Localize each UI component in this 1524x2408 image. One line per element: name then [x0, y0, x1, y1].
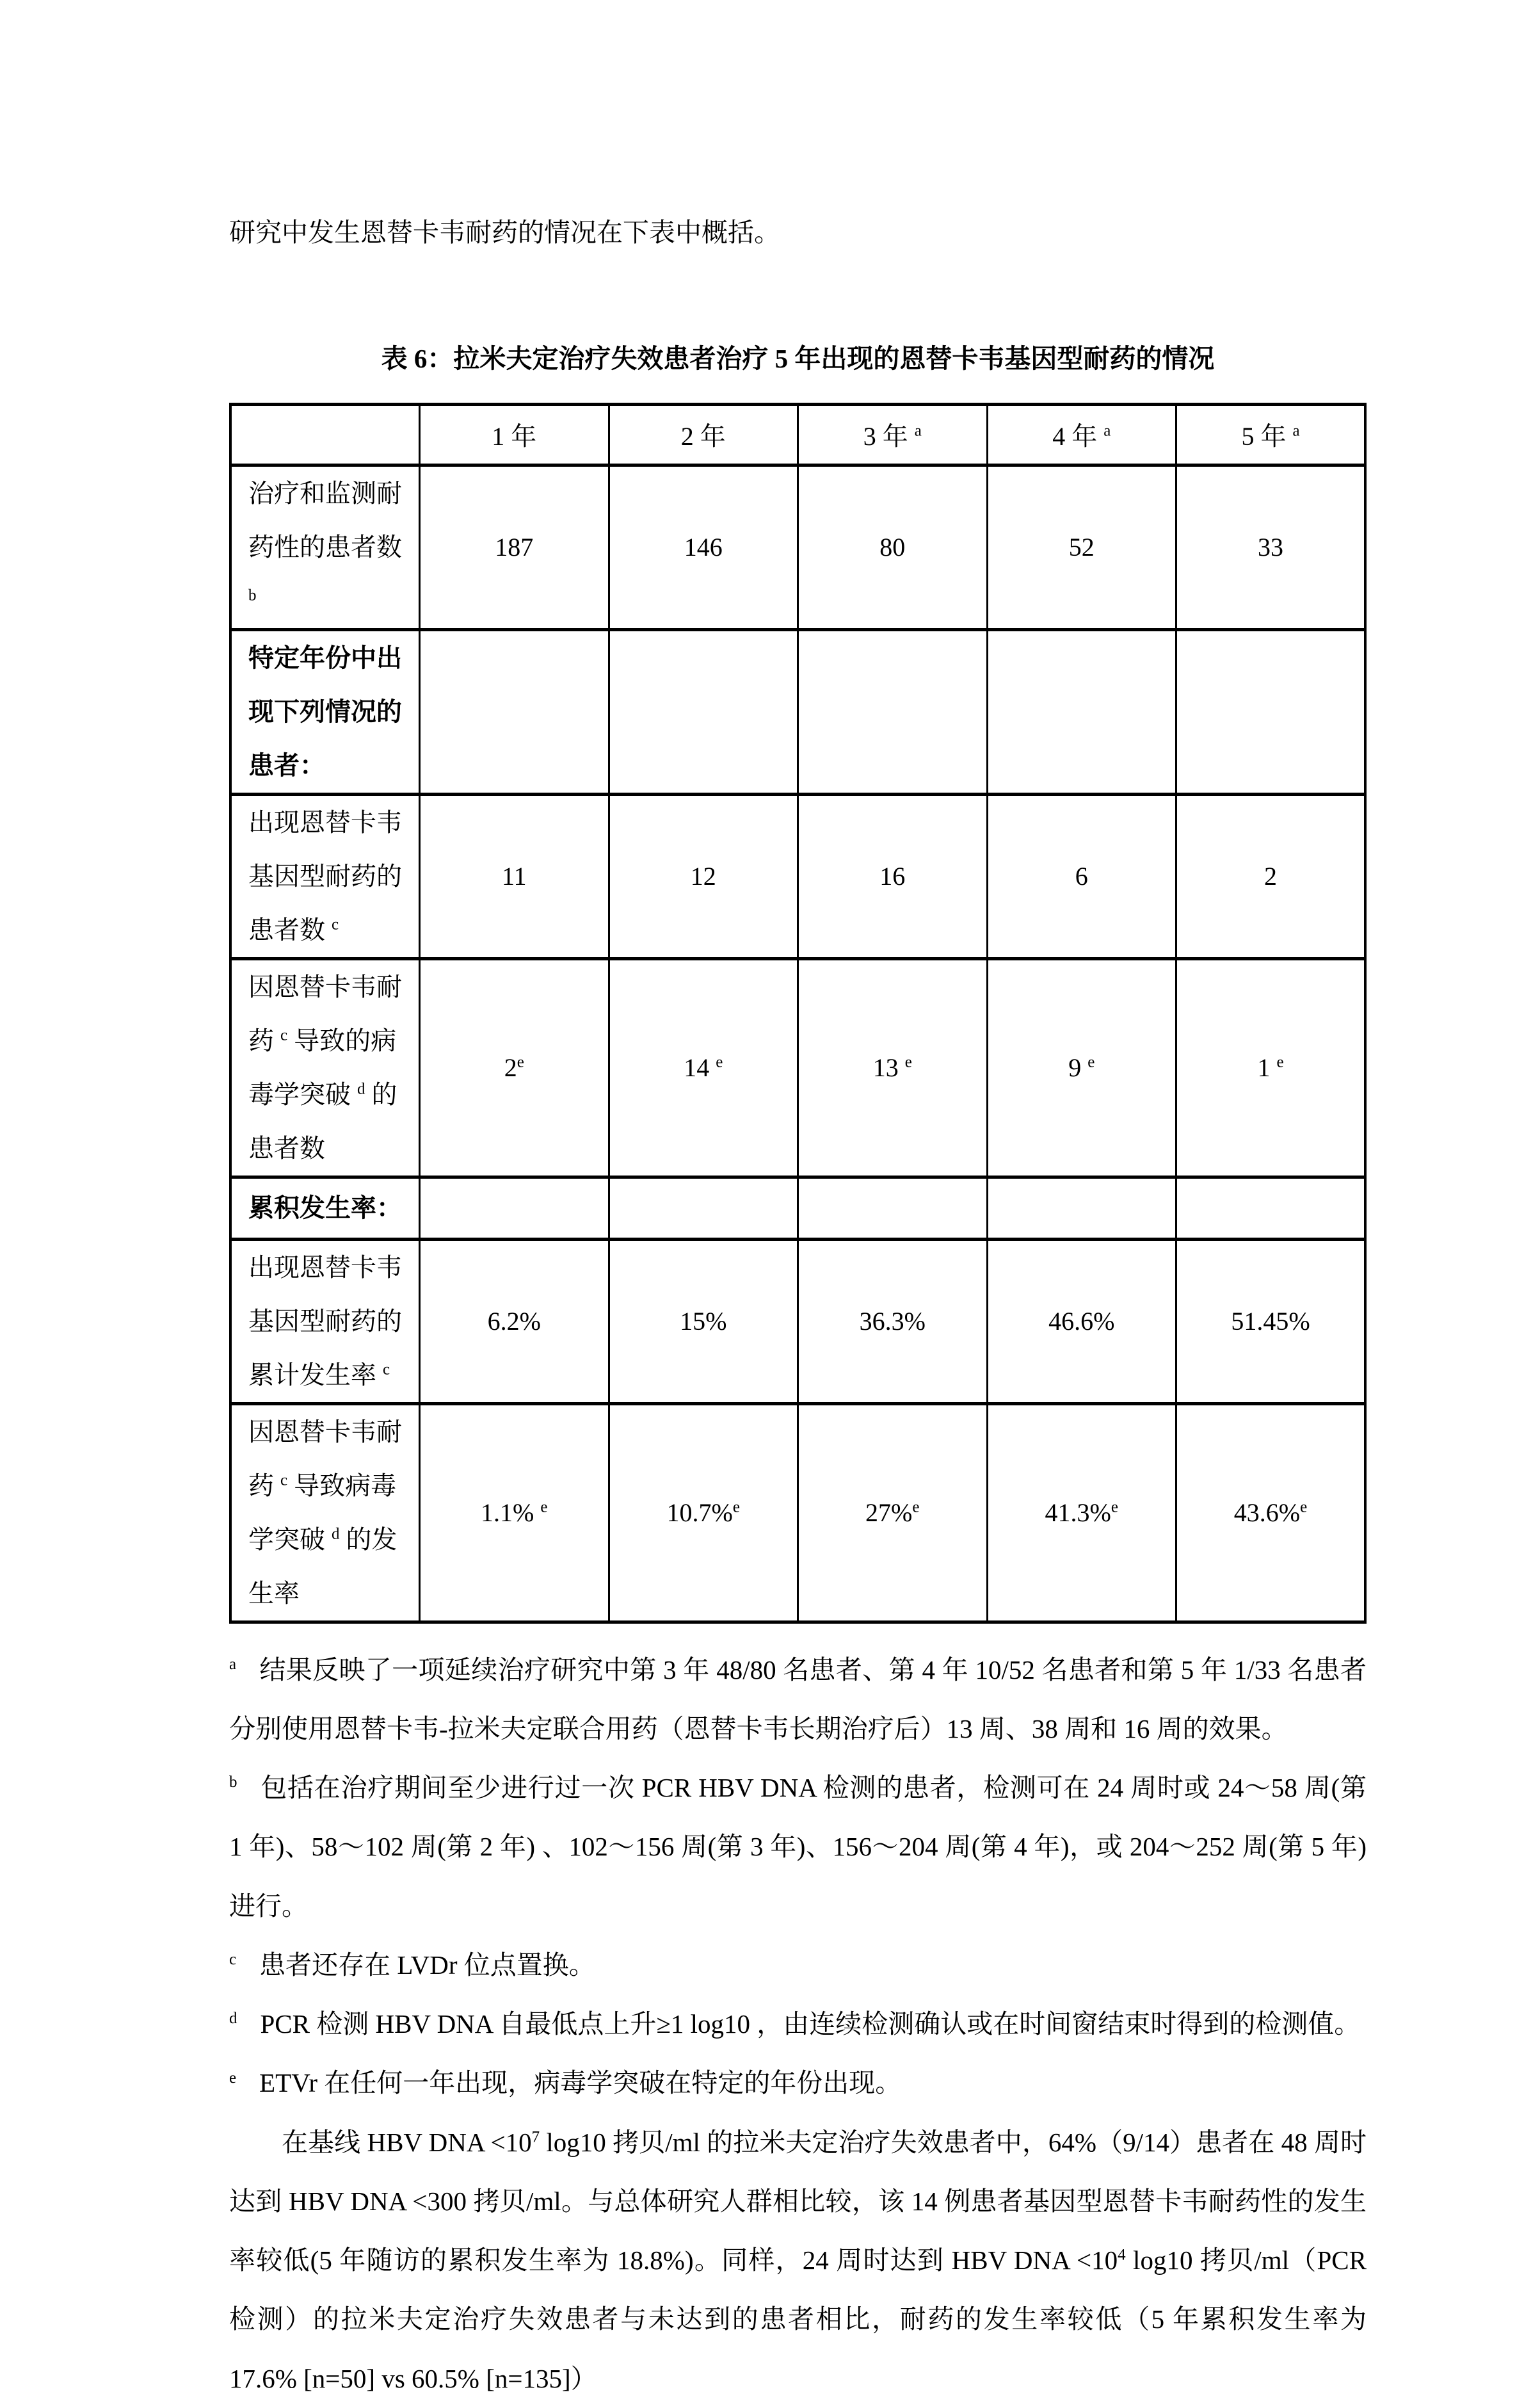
value-cell: [420, 1177, 609, 1239]
footnote-a: [229, 1640, 1367, 1759]
table-row: [230, 958, 1365, 1177]
row-label-cell: 累积发生率：: [230, 1177, 420, 1239]
superscript: e: [1087, 1053, 1095, 1071]
value-cell: [609, 1177, 798, 1239]
superscript: c: [280, 1026, 288, 1044]
footnote-c: [229, 1935, 1367, 1994]
footnote-text: 包括在治疗期间至少进行过一次 PCR HBV DNA 检测的患者，检测可在 24 周时或 24～58 周(第 1 年)、58～102 周(第 2 年) 、102～156 周(第 3 年)、156～204 周(第 4 年)，或 204～252 周(第 5 年)进行。: [229, 1773, 1367, 1921]
footnote-marker: b: [229, 1774, 237, 1791]
value-cell: 33: [1176, 465, 1366, 629]
superscript: 7: [531, 2128, 540, 2145]
value-cell: 1 $^e$: [1176, 958, 1366, 1177]
year-header-cell: 3 年 $^a$: [798, 404, 988, 465]
table-row: [230, 794, 1365, 958]
superscript: e: [904, 1053, 912, 1071]
value-cell: 2e: [420, 958, 609, 1177]
year-header-cell: 1 年: [420, 404, 609, 465]
value-cell: 146: [609, 465, 798, 629]
table-row: [230, 465, 1365, 629]
intro-paragraph: 研究中发生恩替卡韦耐药的情况在下表中概括。: [229, 218, 780, 247]
footnote-marker: c: [229, 1951, 237, 1969]
value-cell: 41.3%$^e$: [987, 1403, 1176, 1622]
value-cell: [987, 1177, 1176, 1239]
value-cell: 51.45%: [1176, 1239, 1366, 1403]
year-header-cell: 2 年: [609, 404, 798, 465]
footnote-marker: a: [229, 1655, 237, 1673]
table-body: [230, 404, 1365, 1622]
value-cell: [798, 1177, 988, 1239]
table-title: 表 6：拉米夫定治疗失效患者治疗 5 年出现的恩替卡韦基因型耐药的情况: [381, 344, 1215, 374]
year-header-cell: 5 年 $^a$: [1176, 404, 1366, 465]
value-cell: 1.1% $^e$: [420, 1403, 609, 1622]
value-cell: [609, 629, 798, 794]
section-row: [230, 629, 1365, 794]
row-label-cell: 出现恩替卡韦基因型耐药的累计发生率 $^c$: [230, 1239, 420, 1403]
row-label-cell: 特定年份中出现下列情况的患者：: [230, 629, 420, 794]
superscript: d: [357, 1080, 365, 1098]
value-cell: 36.3%: [798, 1239, 988, 1403]
superscript: c: [332, 916, 339, 933]
value-cell: [1176, 629, 1366, 794]
superscript: c: [383, 1361, 390, 1378]
value-cell: 6.2%: [420, 1239, 609, 1403]
value-cell: 43.6%$^e$: [1176, 1403, 1366, 1622]
footnote-d: [229, 1994, 1367, 2053]
value-cell: 13 $^e$: [798, 958, 988, 1177]
footnote-b: [229, 1758, 1367, 1935]
value-cell: 10.7%$^e$: [609, 1403, 798, 1622]
superscript: a: [1103, 422, 1111, 440]
value-cell: 16: [798, 794, 988, 958]
superscript: e: [540, 1498, 548, 1516]
table-row: [230, 1403, 1365, 1622]
superscript: c: [280, 1471, 288, 1489]
row-label-cell: 因恩替卡韦耐药 $^c$ 导致病毒学突破 $^d$ 的发生率: [230, 1403, 420, 1622]
footnote-text: PCR 检测 HBV DNA 自最低点上升≥1 log10 ，由连续检测确认或在时间窗结束时得到的检测值。: [260, 2009, 1361, 2039]
footnote-e: [229, 2053, 1367, 2112]
corner-cell: [230, 404, 420, 465]
superscript: d: [332, 1525, 340, 1543]
superscript: e: [912, 1498, 920, 1516]
footnote-text: 患者还存在 LVDr 位点置换。: [259, 1950, 595, 1980]
value-cell: 14 $^e$: [609, 958, 798, 1177]
superscript: e: [732, 1498, 740, 1516]
value-cell: [987, 629, 1176, 794]
value-cell: 12: [609, 794, 798, 958]
footnote-marker: e: [229, 2069, 237, 2087]
superscript: a: [914, 422, 922, 440]
resistance-table: [229, 403, 1367, 1624]
row-label-cell: 因恩替卡韦耐药 $^c$ 导致的病毒学突破 $^d$ 的患者数: [230, 958, 420, 1177]
value-cell: [1176, 1177, 1366, 1239]
value-cell: 187: [420, 465, 609, 629]
value-cell: 46.6%: [987, 1239, 1176, 1403]
value-cell: 52: [987, 465, 1176, 629]
footnotes: [229, 1640, 1367, 2113]
footnote-text: 结果反映了一项延续治疗研究中第 3 年 48/80 名患者、第 4 年 10/52 名患者和第 5 年 1/33 名患者分别使用恩替卡韦-拉米夫定联合用药（恩替卡韦长期治疗后）13 周、38 周和 16 周的效果。: [229, 1654, 1367, 1743]
superscript: a: [1292, 422, 1300, 440]
value-cell: 80: [798, 465, 988, 629]
value-cell: 11: [420, 794, 609, 958]
value-cell: 9 $^e$: [987, 958, 1176, 1177]
value-cell: 27%$^e$: [798, 1403, 988, 1622]
footnote-text: ETVr 在任何一年出现，病毒学突破在特定的年份出现。: [259, 2068, 902, 2098]
value-cell: 15%: [609, 1239, 798, 1403]
superscript: e: [716, 1053, 723, 1071]
document-page: [229, 216, 1367, 2408]
footnote-marker: d: [229, 2010, 237, 2028]
year-header-cell: 4 年 $^a$: [987, 404, 1176, 465]
superscript: e: [517, 1053, 524, 1071]
superscript: e: [1276, 1053, 1284, 1071]
superscript: e: [1300, 1498, 1308, 1516]
row-label-cell: 治疗和监测耐药性的患者数 $^b$: [230, 465, 420, 629]
superscript: 4: [1118, 2246, 1126, 2264]
superscript: b: [248, 586, 257, 604]
value-cell: 6: [987, 794, 1176, 958]
value-cell: [420, 629, 609, 794]
value-cell: 2: [1176, 794, 1366, 958]
value-cell: [798, 629, 988, 794]
row-label-cell: 出现恩替卡韦基因型耐药的患者数 $^c$: [230, 794, 420, 958]
superscript: e: [1111, 1498, 1118, 1516]
header-row: [230, 404, 1365, 465]
table-row: [230, 1239, 1365, 1403]
body-paragraph: 在基线 HBV DNA $<10^7$ log10 拷贝/ml 的拉米夫定治疗失效患者中，64%（9/14）患者在 48 周时达到 HBV DNA <300 拷贝/ml。与总体研究人群相比较，该 14 例患者基因型恩替卡韦耐药性的发生率较低(5 年随访的累积发生率为 18.8%)。同样，24 周时达到 HBV DNA $<10^4$ log10 拷贝/ml（PCR 检测）的拉米夫定治疗失效患者与未达到的患者相比，耐药的发生率较低（5 年累积发生率为 17.6% [n=50] vs 60.5% [n=135]）: [229, 2127, 1367, 2393]
section-row: [230, 1177, 1365, 1239]
